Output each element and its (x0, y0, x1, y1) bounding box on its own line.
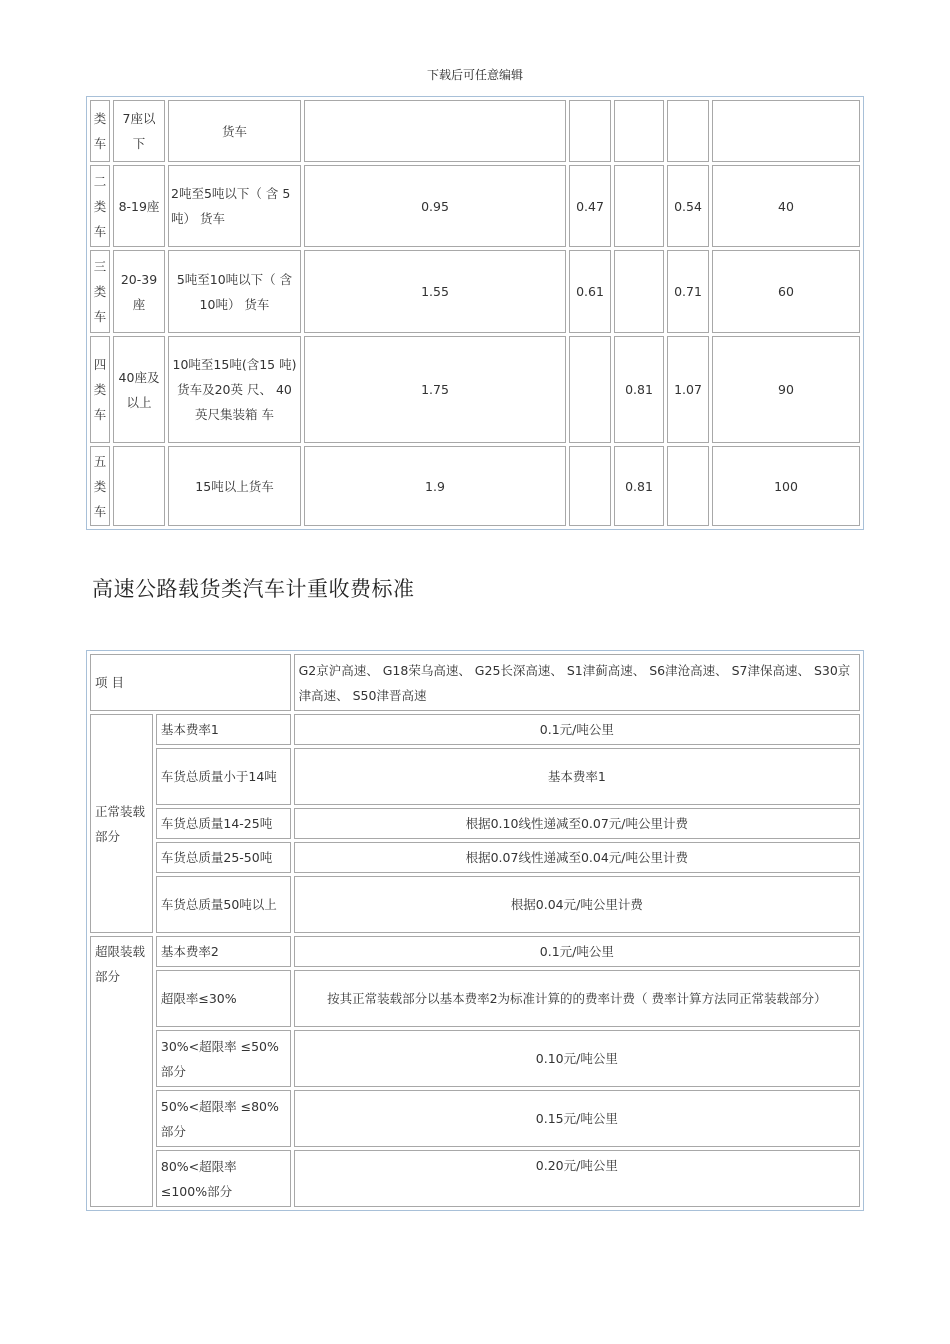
rate-cell (569, 336, 611, 443)
rate-cell: 1.75 (304, 336, 566, 443)
rate-cell (614, 250, 664, 333)
table-row (90, 876, 860, 933)
rate-cell: 0.54 (667, 165, 709, 247)
table-row (90, 1150, 860, 1207)
value-cell: 0.1元/吨公里 (294, 714, 860, 745)
item-cell: 车货总质量25-50吨 (156, 842, 291, 873)
class-cell: 三 类 车 (90, 250, 110, 333)
seats-cell: 20-39 座 (113, 250, 165, 333)
table-row (90, 250, 860, 333)
table-row (90, 165, 860, 247)
cargo-cell: 15吨以上货车 (168, 446, 301, 526)
cargo-cell: 5吨至10吨以下（ 含10吨） 货车 (168, 250, 301, 333)
vehicle-class-table (86, 96, 864, 530)
item-cell: 车货总质量14-25吨 (156, 808, 291, 839)
rate-cell: 0.81 (614, 336, 664, 443)
rate-cell (614, 165, 664, 247)
seats-cell: 7座以 下 (113, 100, 165, 162)
value-cell: 0.15元/吨公里 (294, 1090, 860, 1147)
rate-cell: 100 (712, 446, 860, 526)
value-cell: 0.20元/吨公里 (294, 1150, 860, 1207)
item-cell: 30%<超限率 ≤50%部分 (156, 1030, 291, 1087)
item-cell: 车货总质量小于14吨 (156, 748, 291, 805)
class-cell: 类 车 (90, 100, 110, 162)
value-cell: 0.1元/吨公里 (294, 936, 860, 967)
class-cell: 五 类 车 (90, 446, 110, 526)
class-cell: 四 类 车 (90, 336, 110, 443)
table-row (90, 100, 860, 162)
rate-cell: 0.47 (569, 165, 611, 247)
rate-cell (569, 100, 611, 162)
overload-label: 超限装载 部分 (90, 936, 153, 1207)
table-row (90, 1090, 860, 1147)
table-row (90, 936, 860, 967)
seats-cell (113, 446, 165, 526)
table-row (90, 336, 860, 443)
rate-cell: 40 (712, 165, 860, 247)
rate-cell: 0.71 (667, 250, 709, 333)
seats-cell: 40座及 以上 (113, 336, 165, 443)
rate-cell: 1.07 (667, 336, 709, 443)
rate-cell (667, 100, 709, 162)
rate-cell: 0.61 (569, 250, 611, 333)
item-header: 项 目 (90, 654, 291, 711)
rate-cell (667, 446, 709, 526)
table-row (90, 446, 860, 526)
rate-cell: 1.9 (304, 446, 566, 526)
section-title: 高速公路载货类汽车计重收费标准 (92, 577, 415, 601)
weight-toll-table (86, 650, 864, 1211)
rate-cell: 0.81 (614, 446, 664, 526)
item-cell: 车货总质量50吨以上 (156, 876, 291, 933)
cargo-cell: 10吨至15吨(含15 吨) 货车及20英 尺、 40英尺集装箱 车 (168, 336, 301, 443)
rate-cell (569, 446, 611, 526)
value-cell: 按其正常装载部分以基本费率2为标准计算的的费率计费（ 费率计算方法同正常装载部分） (294, 970, 860, 1027)
table-row (90, 714, 860, 745)
value-cell: 根据0.04元/吨公里计费 (294, 876, 860, 933)
rate-cell: 1.55 (304, 250, 566, 333)
table-row (90, 748, 860, 805)
item-cell: 80%<超限率 ≤100%部分 (156, 1150, 291, 1207)
normal-load-label: 正常装载 部分 (90, 714, 153, 933)
rate-cell: 90 (712, 336, 860, 443)
item-cell: 基本费率2 (156, 936, 291, 967)
cargo-cell: 货车 (168, 100, 301, 162)
table-row (90, 842, 860, 873)
item-cell: 50%<超限率 ≤80%部分 (156, 1090, 291, 1147)
rate-cell: 60 (712, 250, 860, 333)
seats-cell: 8-19座 (113, 165, 165, 247)
item-cell: 超限率≤30% (156, 970, 291, 1027)
rate-cell (304, 100, 566, 162)
rate-cell (712, 100, 860, 162)
value-cell: 基本费率1 (294, 748, 860, 805)
rate-cell: 0.95 (304, 165, 566, 247)
rate-cell (614, 100, 664, 162)
value-cell: 根据0.07线性递减至0.04元/吨公里计费 (294, 842, 860, 873)
value-cell: 0.10元/吨公里 (294, 1030, 860, 1087)
table-row (90, 1030, 860, 1087)
table-row (90, 970, 860, 1027)
item-cell: 基本费率1 (156, 714, 291, 745)
page-header: 下载后可任意编辑 (426, 68, 523, 82)
table-row (90, 808, 860, 839)
roads-cell: G2京沪高速、 G18荣乌高速、 G25长深高速、 S1津蓟高速、 S6津沧高速、 S7津保高速、 S30京津高速、 S50津晋高速 (294, 654, 860, 711)
class-cell: 二 类 车 (90, 165, 110, 247)
cargo-cell: 2吨至5吨以下（ 含 5吨） 货车 (168, 165, 301, 247)
table-row (90, 654, 860, 711)
value-cell: 根据0.10线性递减至0.07元/吨公里计费 (294, 808, 860, 839)
